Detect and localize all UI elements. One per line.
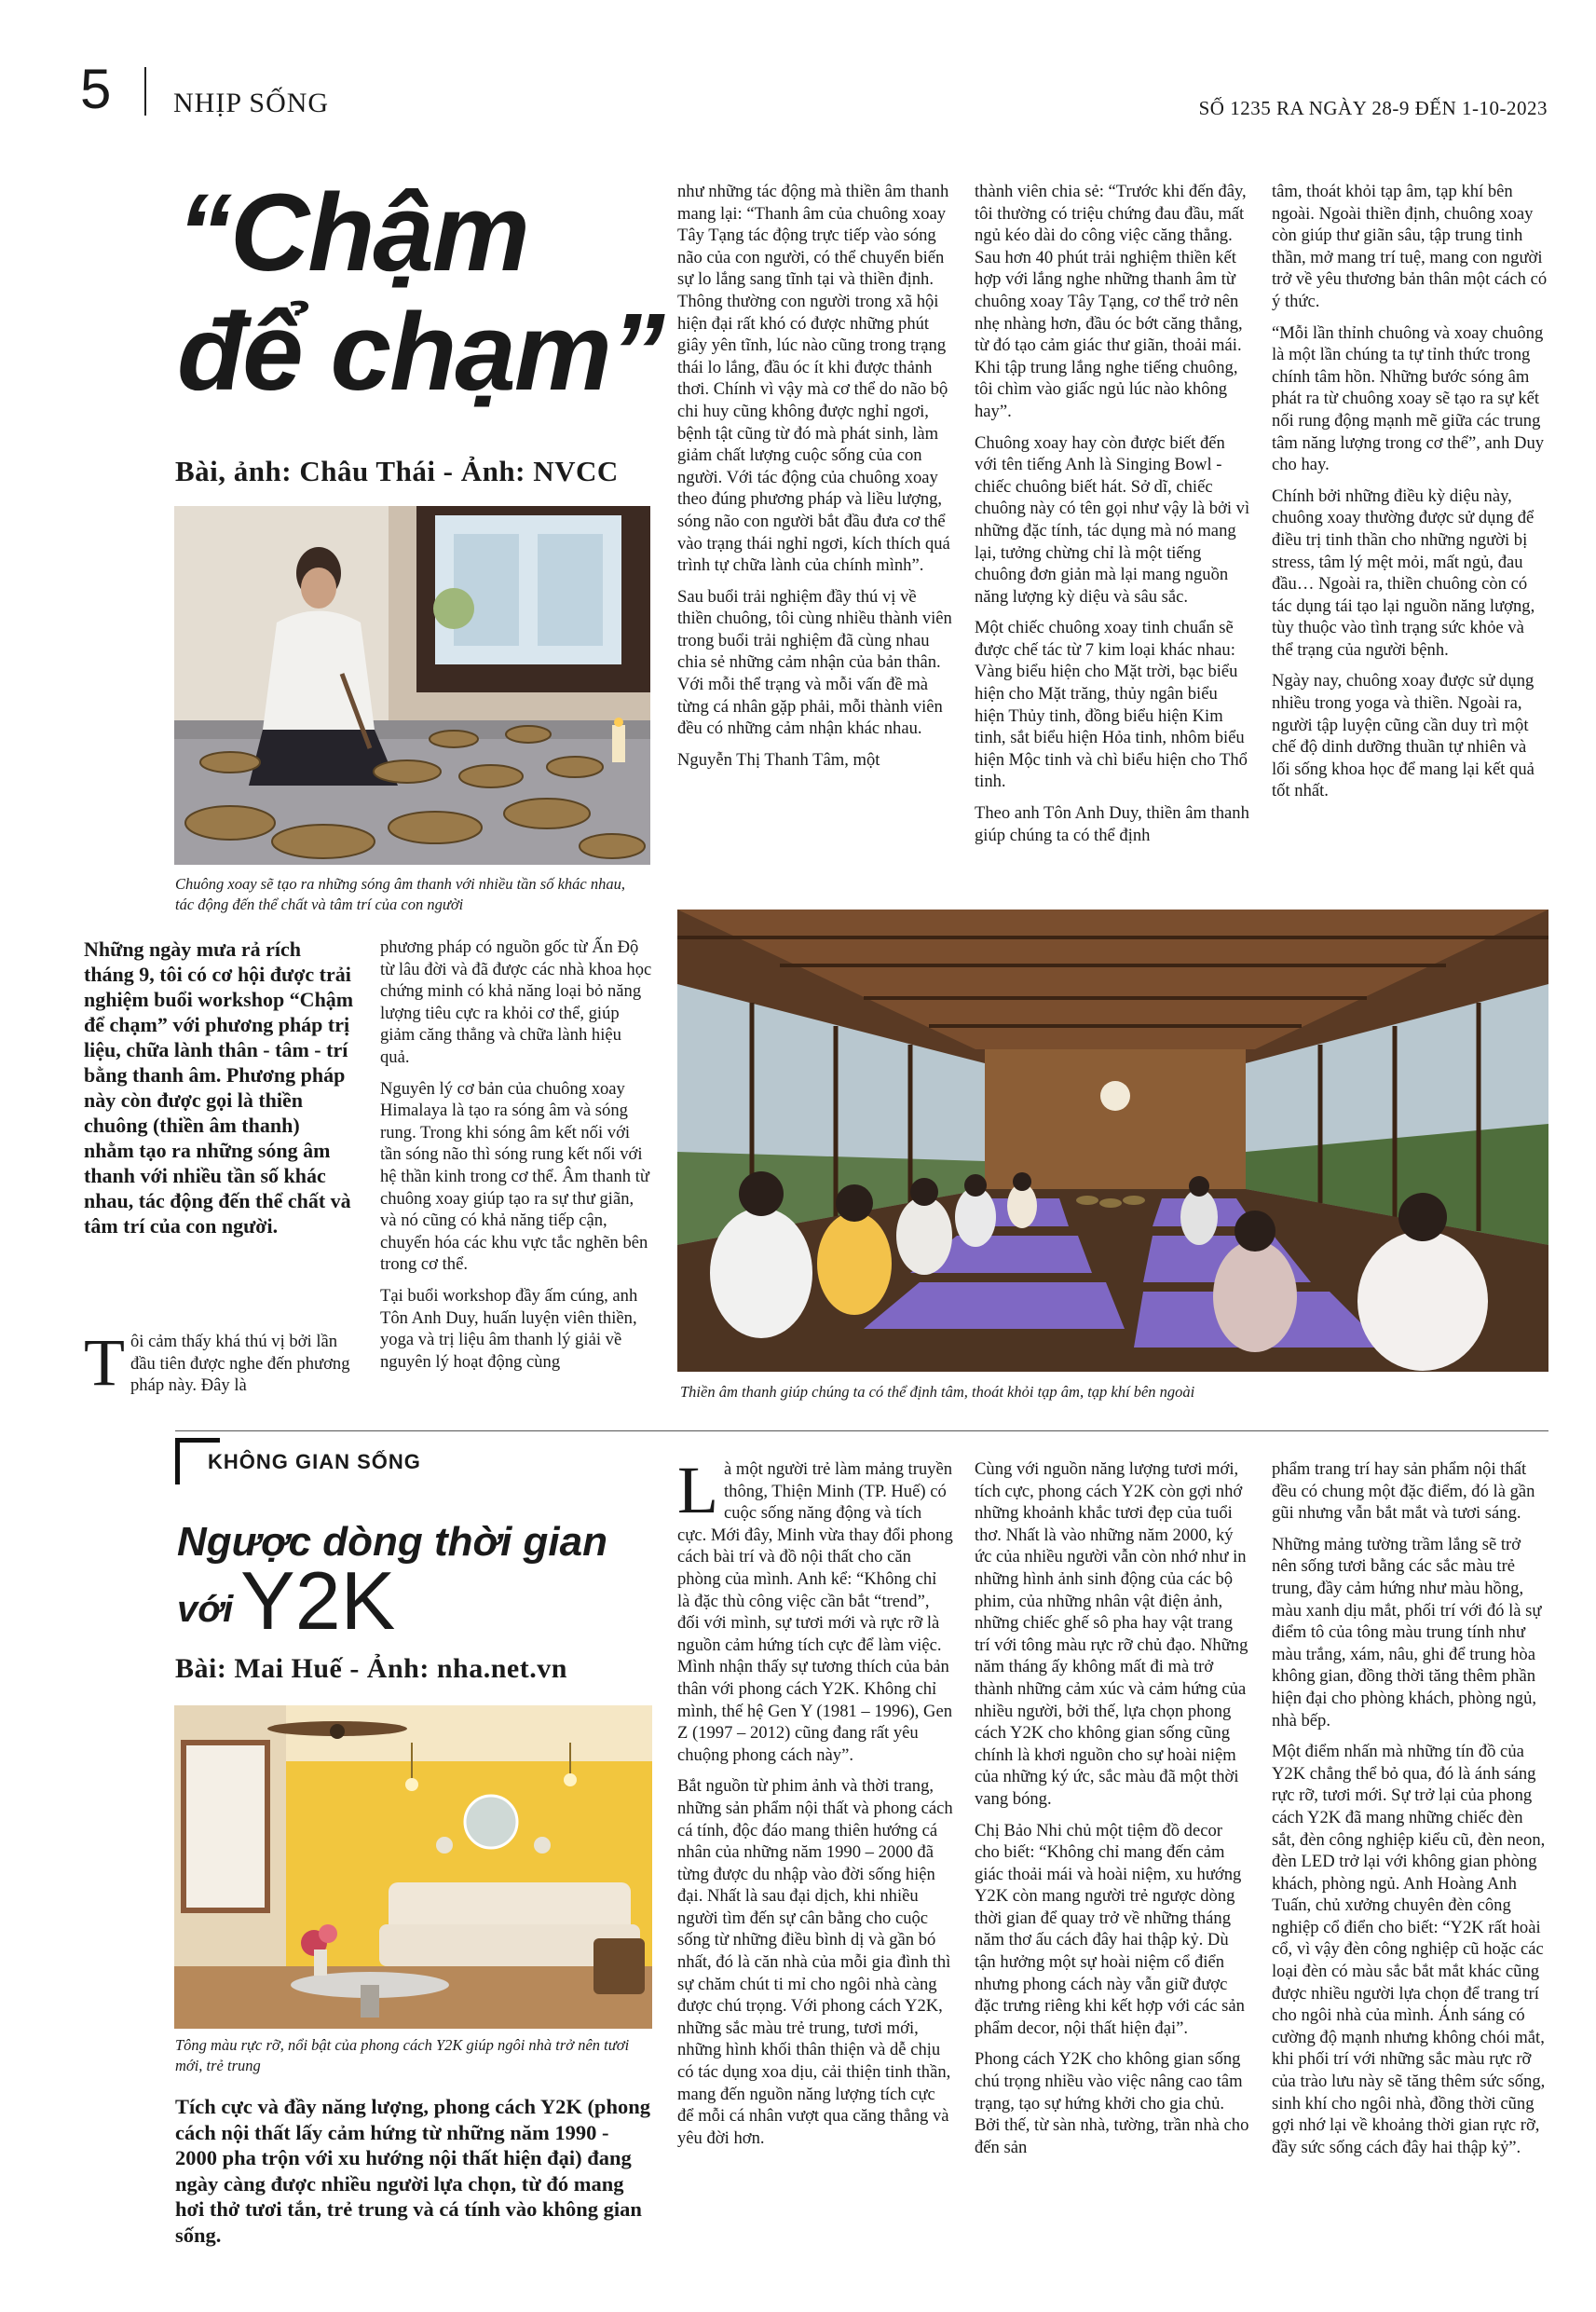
section-title: NHỊP SỐNG [173,88,330,118]
article1-lead: Những ngày mưa rả rích tháng 9, tôi có cơ hội được trải nghiệm buổi workshop “Chậm để chạm” với phương pháp trị liệu, chữa lành thân - tâm - trí bằng thanh âm. Phương pháp này còn được gọi là thiền chuông (thiền âm thanh) nhằm tạo ra những sóng âm thanh với nhiều tần số khác nhau, tác động đến thể chất và tâm trí của con người. [84,937,354,1238]
article2-title-line1: Ngược dòng thời gian [177,1519,607,1565]
paragraph: Chính bởi những điều kỳ diệu này, chuông xoay thường được sử dụng để điều trị tinh thần cho những người bị stress, tâm lý mệt mỏi, mất ngủ, đau đầu… Ngoài ra, thiền chuông còn có tác dụng tái tạo lại nguồn năng lượng, tùy thuộc vào tình trạng sức khỏe và thể trạng của người bệnh. [1272,486,1535,660]
photo2-caption: Thiền âm thanh giúp chúng ta có thể định tâm, thoát khỏi tạp âm, tạp khí bên ngoài [680,1383,1195,1401]
paragraph: “Mỗi lần thỉnh chuông và xoay chuông là một lần chúng ta tự tỉnh thức trong chính tâm hồn. Những bước sóng âm phát ra từ chuông xoay sẽ tạo ra sự kết nối rung động mạnh mẽ giữa các trung tâm năng lượng trong cơ thể”, anh Duy cho hay. [1272,322,1545,475]
paragraph: như những tác động mà thiền âm thanh mang lại: “Thanh âm của chuông xoay Tây Tạng tác động trực tiếp vào sóng não của con người, có thể chuyển biến sự lo lắng sang tĩnh tại và thiền định. Thông thường con người trong xã hội hiện đại rất khó có được những phút giây yên tĩnh, lúc nào cũng trong trạng thái lo lắng, đầu óc ít khi được thảnh thơi. Chính vì vậy mà cơ thể do não bộ chi huy cũng không được nghỉ ngơi, bệnh tật cũng từ đó mà phát sinh, làm giảm chất lượng cuộc sống của con người. Với tác động của chuông xoay theo đúng phương pháp và liều lượng, sóng não con người bắt đầu đưa cơ thể vào trạng thái nghỉ ngơi, kích thích quá trình tự chữa lành của chính mình”. [677,182,950,576]
article2-col4 [975,1458,1250,2168]
dropcap-t: T [84,1325,125,1400]
dropcap-l: L [677,1453,718,1527]
article1-title-line2: để chạm” [177,291,663,414]
paragraph: Một điểm nhấn mà những tín đồ của Y2K chẳng thể bỏ qua, đó là ánh sáng rực rỡ, tươi mới. Sự trở lại của phong cách Y2K đã mang những chiếc đèn sắt, đèn công nghiệp kiểu cũ, đèn neon, đèn LED trở lại với không gian phòng khách, phòng ngủ. Anh Hoàng Anh Tuấn, chủ xưởng chuyên đèn công nghiệp cổ điển cho biết: “Y2K rất hoài cổ, vì vậy đèn công nghiệp cũ hoặc các loại đèn có màu sắc bắt mắt khác cũng được nhiều người lựa chọn để trang trí cho ngôi nhà của mình. Ánh sáng có cường độ mạnh nhưng không chói mắt, khi phối trí với những sắc màu rực rỡ của trào lưu này sẽ tăng thêm sức sống, sinh khí cho ngôi nhà, đồng thời cũng gợi nhớ lại về khoảng thời gian rực rỡ, đầy sức sống cách đây hai thập kỷ”. [1272,1742,1546,2157]
article2-col3 [677,1453,953,2158]
paragraph: Phong cách Y2K cho không gian sống chú trọng nhiều vào việc nâng cao tâm trạng, tạo sự hứng khởi cho gia chủ. Bởi thế, từ sàn nhà, tường, trần nhà cho đến sản [975,2049,1249,2157]
paragraph: Tại buổi workshop đầy ấm cúng, anh Tôn Anh Duy, huấn luyện viên thiền, yoga và trị liệu âm thanh lý giải về nguyên lý hoạt động cùng [380,1285,638,1372]
article1-col5 [1272,181,1548,812]
article1-col4 [975,181,1250,855]
article2-byline: Bài: Mai Huế - Ảnh: nha.net.vn [175,1653,567,1684]
paragraph: Theo anh Tôn Anh Duy, thiền âm thanh giúp chúng ta có thể định [975,803,1249,845]
paragraph: Bắt nguồn từ phim ảnh và thời trang, những sản phẩm nội thất và phong cách cá tính, độc đáo mang thiên hướng cá nhân của những năm 1990 – 2000 đã từng được du nhập vào đời sống hiện đại. Nhất là sau đại dịch, khi nhiều người tìm đến sự cân bằng cho cuộc sống từ những điều bình dị và gần bó nhất, đó là căn nhà của mỗi gia đình thì sự chăm chút ti mỉ cho ngôi nhà càng được chú trọng. Với phong cách Y2K, những sắc màu trẻ trung, tươi mới, những hình khối thân thiện và dễ chịu có tác dụng xoa dịu, cải thiện tinh thần, mang đến nguồn năng lượng tích cực để mỗi cá nhân vượt qua căng thẳng và yêu đời hơn. [677,1776,953,2148]
paragraph: thành viên chia sẻ: “Trước khi đến đây, tôi thường có triệu chứng đau đầu, mất ngủ kéo dài do công việc căng thẳng. Sau hơn 40 phút trải nghiệm thiền kết hợp với lắng nghe những thanh âm từ chuông xoay Tây Tạng, cơ thể trở nên nhẹ nhàng hơn, đầu óc bớt căng thẳng, từ đó tạo cảm giác thư giãn, thoải mái. Khi tập trung lắng nghe tiếng chuông, tôi chìm vào giấc ngủ lúc nào không hay”. [975,182,1247,421]
yellow-livingroom-photo [174,1705,652,2029]
paragraph: Chuông xoay hay còn được biết đến với tên tiếng Anh là Singing Bowl - chiếc chuông biết hát. Sở dĩ, chiếc chuông này có tên gọi như vậy là bởi vì những đặc tính, tác dụng mà nó mang lại, tưởng chừng chỉ là một tiếng chuông đơn giản mà lại mang nguồn năng lượng kỳ diệu và sâu sắc. [975,432,1250,607]
article2-title-big: Y2K [240,1554,396,1647]
paragraph: Nguyên lý cơ bản của chuông xoay Himalaya là tạo ra sóng âm và sóng rung. Trong khi sóng âm kết nối với tần sóng não thì sóng rung kết nối với hệ thần kinh trong cơ thể. Âm thanh từ chuông xoay giúp tạo ra sự thư giãn, và nó cũng có khả năng tiếp cận, chuyển hóa các khu vực tắc nghẽn bên trong cơ thể. [380,1078,649,1275]
article1-byline: Bài, ảnh: Châu Thái - Ảnh: NVCC [175,455,619,487]
paragraph: Chị Bảo Nhi chủ một tiệm đồ decor cho biết: “Không chỉ mang đến cảm giác thoải mái và hoài niệm, xu hướng Y2K còn mang người trẻ ngược dòng thời gian để quay trở về những tháng năm thơ ấu cách đây hai thập kỷ. Dù tận hưởng một sự hoài niệm cổ điển nhưng phong cách này vẫn giữ được đặc trưng riêng khi kết hợp với các sản phẩm decor, nội thất hiện đại”. [975,1820,1245,2038]
singing-bowl-photo [174,506,650,865]
paragraph: Ngày nay, chuông xoay được sử dụng nhiều trong yoga và thiền. Ngoài ra, người tập luyện cũng cần duy trì một chế độ dinh dưỡng thuần tự nhiên và lối sống khoa học để mang lại kết quả tốt nhất. [1272,671,1535,801]
header-divider [144,67,146,116]
article2-title-prefix: với [177,1589,234,1630]
article1-intro [84,1325,354,1400]
photo1-caption: Chuông xoay sẽ tạo ra những sóng âm thanh với nhiều tần số khác nhau, tác động đến thể chất và tâm trí của con người [175,875,625,913]
section-separator [175,1430,1548,1431]
paragraph: Nguyễn Thị Thanh Tâm, một [677,749,880,770]
issue-info: SỐ 1235 RA NGÀY 28-9 ĐẾN 1-10-2023 [1198,97,1548,119]
article1-title-line1: “Chậm [177,171,528,294]
paragraph: tâm, thoát khỏi tạp âm, tạp khí bên ngoài. Ngoài thiền định, chuông xoay còn giúp thư giãn sâu, tập trung tinh thần, mở mang trí tuệ, mang con người trở về yêu thương bản thân một cách có ý thức. [1272,182,1548,311]
boat-meditation-photo [677,910,1548,1372]
article2-lead: Tích cực và đầy năng lượng, phong cách Y2K (phong cách nội thất lấy cảm hứng từ những năm 1990 - 2000 pha trộn với xu hướng nội thất hiện đại) đang ngày càng được nhiều người lựa chọn, từ đó mang hơi thở tươi tắn, trẻ trung và cá tính vào không gian sống. [175,2095,650,2247]
article1-intro-text: ôi cảm thấy khá thú vị bởi lần đầu tiên được nghe đến phương pháp này. Đây là [130,1332,350,1396]
paragraph: Những mảng tường trầm lắng sẽ trở nên sống tươi bằng các sắc màu trẻ trung, đầy cảm hứng như màu hồng, màu xanh dịu mắt, phối trí với đó là sự điểm tô của tông màu trung tính như màu trắng, xám, nâu, ghi để trung hòa không gian, đồng thời tăng thêm phần hiện đại cho phòng khách, phòng ngủ, nhà bếp. [1272,1534,1542,1731]
paragraph: phẩm trang trí hay sản phẩm nội thất đều có chung một đặc điểm, đó là gần gũi nhưng vẫn bắt mắt và tươi sáng. [1272,1459,1535,1524]
paragraph: phương pháp có nguồn gốc từ Ấn Độ từ lâu đời và đã được các nhà khoa học chứng minh có khả năng loại bỏ năng lượng tiêu cực ra khỏi cơ thể, giúp giảm căng thẳng và chữa lành hiệu quả. [380,937,652,1067]
page-number: 5 [80,58,112,120]
article2-first-text: à một người trẻ làm mảng truyền thông, Thiện Minh (TP. Huế) có cuộc sống năng động và tích cực. Mới đây, Minh vừa thay đổi phong cách bài trí và đồ nội thất cho căn phòng của mình. Anh kể: “Không chỉ là đặc thù công việc cần bắt “trend”, đối với mình, sự tươi mới và rực rỡ là nguồn cảm hứng tích cực để làm việc. Mình nhận thấy sự tương thích của bản thân với phong cách Y2K. Không chỉ mình, thế hệ Gen Y (1981 – 1996), Gen Z (1997 – 2012) cũng đang rất yêu chuộng phong cách này”. [677,1459,953,1765]
paragraph: Sau buổi trải nghiệm đầy thú vị về thiền chuông, tôi cùng nhiều thành viên trong buổi trải nghiệm đã cùng nhau chia sẻ những cảm nhận của bản thân. Với mỗi thể trạng và mỗi vấn đề mà từng cá nhân gặp phải, mỗi thành viên đều có những cảm nhận khác nhau. [677,586,952,739]
article1-col2 [380,937,652,1382]
paragraph [677,1453,953,1766]
article1-col3 [677,181,953,780]
article2-col5 [1272,1458,1548,2168]
paragraph: Một chiếc chuông xoay tinh chuẩn sẽ được chế tác từ 7 kim loại khác nhau: Vàng biểu hiện cho Mặt trời, bạc biểu hiện cho Mặt trăng, thủy ngân biểu hiện Thủy tinh, đồng biểu hiện Kim tinh, sắt biểu hiện Hỏa tinh, nhôm biểu hiện Mộc tinh và chì biểu hiện cho Thổ tinh. [975,618,1248,792]
article2-section-label: KHÔNG GIAN SỐNG [208,1450,421,1473]
paragraph: Cùng với nguồn năng lượng tươi mới, tích cực, phong cách Y2K còn gợi nhớ những khoảnh khắc tươi đẹp của tuổi thơ. Nhất là vào những năm 2000, ký ức của nhiều người vẫn còn nhớ như in những hình ảnh sinh động của các bộ phim, của những nhân vật điện ảnh, những chiếc ghế sô pha hay vật trang trí với tông màu rực rỡ chủ đạo. Những năm tháng ấy không mất đi mà trở thành những cảm xúc và cảm hứng của nhiều người, bởi thế, lựa chọn phong cách Y2K cho không gian sống cũng chính là khơi nguồn cho sự hoài niệm của những ký ức, sắc màu đã một thời vang bóng. [975,1459,1248,1809]
photo3-caption: Tông màu rực rỡ, nổi bật của phong cách Y2K giúp ngôi nhà trở nên tươi mới, trẻ trung [175,2036,630,2074]
